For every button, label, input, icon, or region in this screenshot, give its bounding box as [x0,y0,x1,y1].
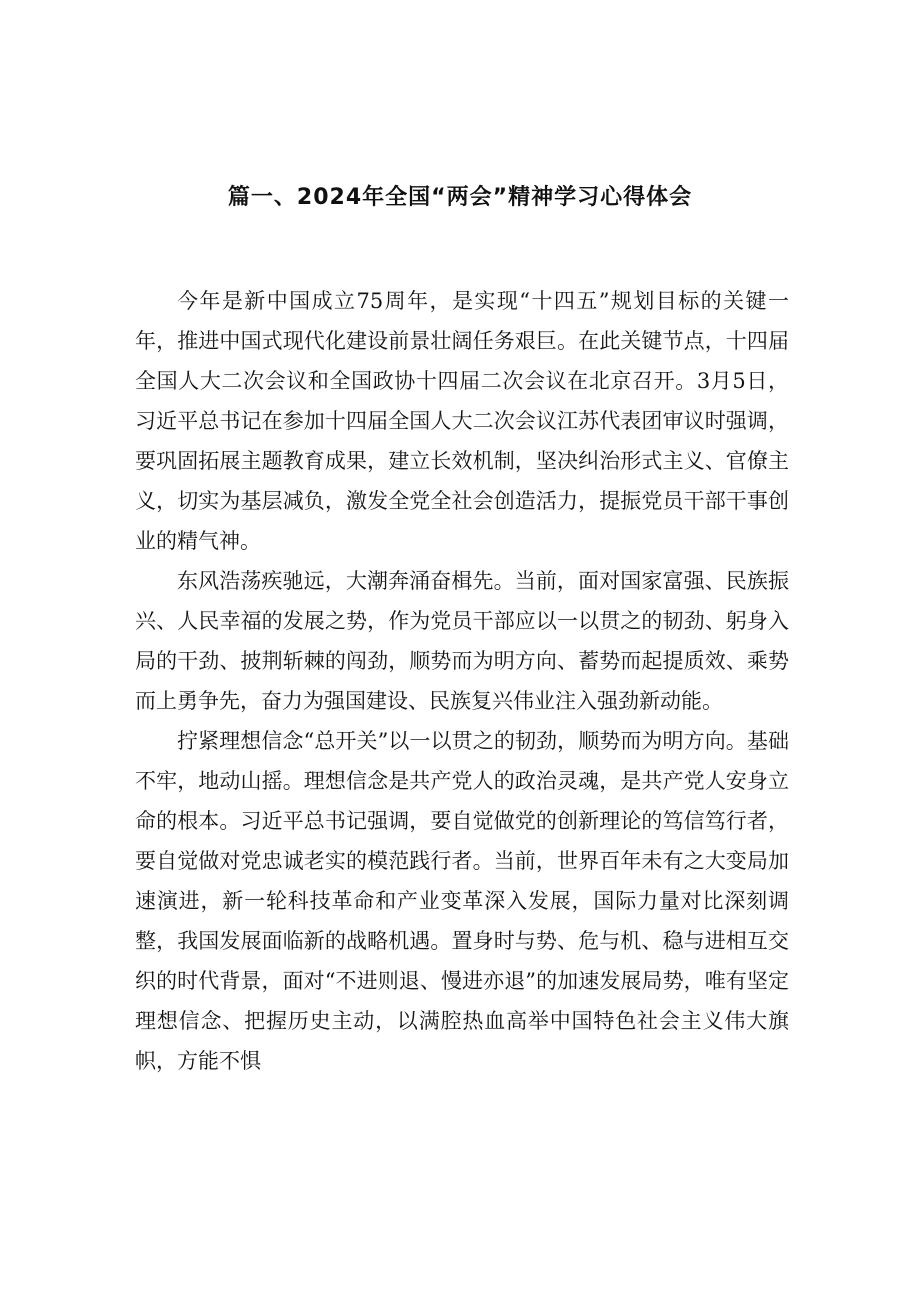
paragraph-3: 拧紧理想信念“总开关”以一以贯之的韧劲，顺势而为明方向。基础不牢，地动山摇。理想信念是共产党人的政治灵魂，是共产党人安身立命的根本。习近平总书记强调，要自觉做党的创新理论的笃信笃行者，要自觉做对党忠诚老实的模范践行者。当前，世界百年未有之大变局加速演进，新一轮科技革命和产业变革深入发展，国际力量对比深刻调整，我国发展面临新的战略机遇。置身时与势、危与机、稳与进相互交织的时代背景，面对“不进则退、慢进亦退”的加速发展局势，唯有坚定理想信念、把握历史主动，以满腔热血高举中国特色社会主义伟大旗帜，方能不惧 [135,729,789,1073]
paragraph-1: 今年是新中国成立75周年，是实现“十四五”规划目标的关键一年，推进中国式现代化建设前景壮阔任务艰巨。在此关键节点，十四届全国人大二次会议和全国政协十四届二次会议在北京召开。3月5日，习近平总书记在参加十四届全国人大二次会议江苏代表团审议时强调，要巩固拓展主题教育成果，建立长效机制，坚决纠治形式主义、官僚主义，切实为基层减负，激发全党全社会创造活力，提振党员干部干事创业的精气神。 [135,289,789,553]
paragraph-2: 东风浩荡疾驰远，大潮奔涌奋楫先。当前，面对国家富强、民族振兴、人民幸福的发展之势，作为党员干部应以一以贯之的韧劲、躬身入局的干劲、披荆斩棘的闯劲，顺势而为明方向、蓄势而起提质效、乘势而上勇争先，奋力为强国建设、民族复兴伟业注入强劲新动能。 [135,569,789,713]
document-body [135,281,789,1081]
document-title: 篇一、2024年全国“两会”精神学习心得体会 [227,185,693,210]
